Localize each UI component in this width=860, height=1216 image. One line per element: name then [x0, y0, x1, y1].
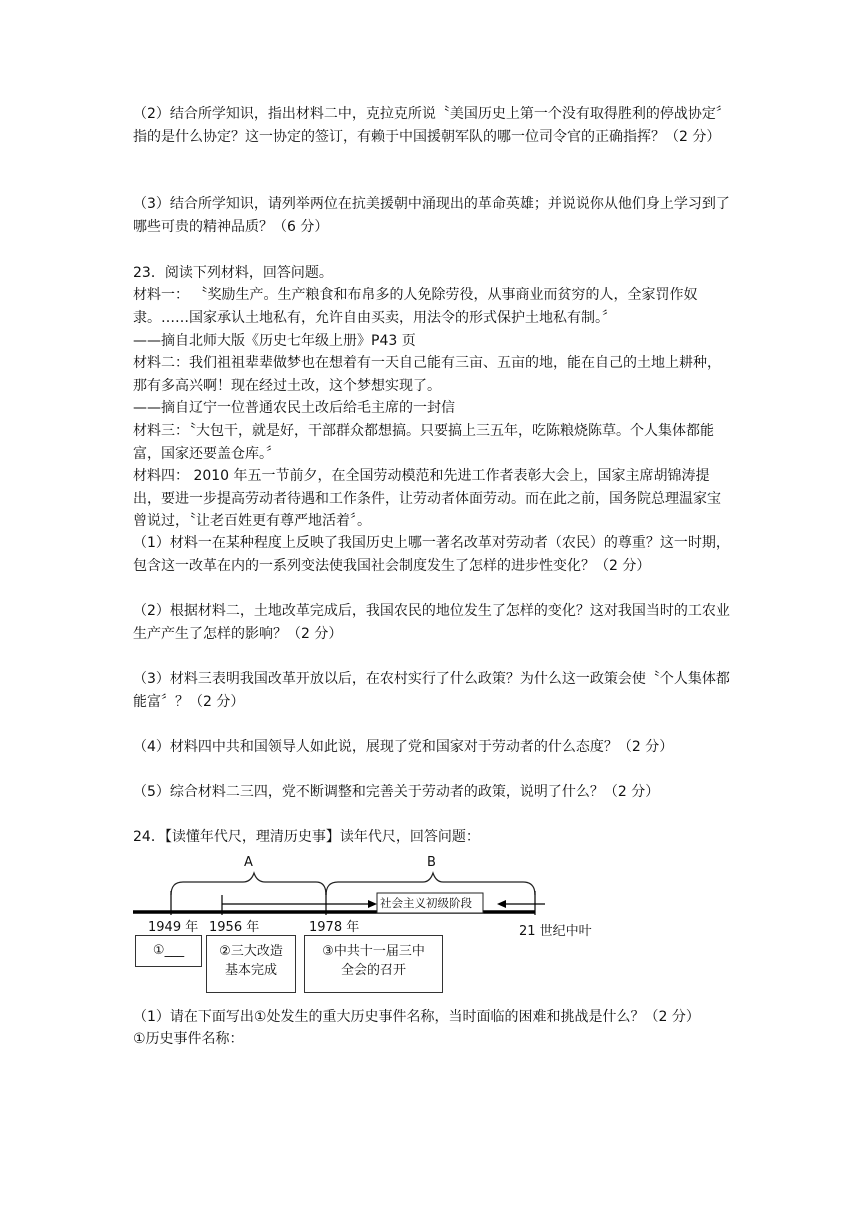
event-2-line2: 基本完成 — [224, 963, 277, 978]
event-2-line1: ②三大改造 — [219, 944, 283, 959]
q23-sub1: （1）材料一在某种程度上反映了我国历史上哪一著名改革对劳动者（农民）的尊重？这一时期，包含这一改革在内的一系列变法使我国社会制度发生了怎样的进步性变化？（2 分） — [133, 535, 730, 574]
year-1956: 1956 年 — [209, 920, 260, 935]
event-3-line2: 全会的召开 — [340, 963, 406, 978]
year-1949: 1949 年 — [148, 920, 199, 935]
q23-sub2: （2）根据材料二，土地改革完成后，我国农民的地位发生了怎样的变化？这对我国当时的工农业生产产生了怎样的影响？（2 分） — [133, 603, 730, 642]
brace-b — [326, 873, 535, 895]
q22-sub2: （2）结合所学知识，指出材料二中，克拉克所说〝美国历史上第一个没有取得胜利的停战协定〞指的是什么协定？这一协定的签订，有赖于中国援朝军队的哪一位司令官的正确指挥？（2 分） — [133, 106, 730, 145]
q23-material1: 材料一： 〝奖励生产。生产粮食和布帛多的人免除劳役，从事商业而贫穷的人，全家罚作奴隶。……国家承认土地私有，允许自由买卖，用法令的形式保护土地私有制。〞 — [133, 287, 698, 326]
q23-sub5: （5）综合材料二三四，党不断调整和完善关于劳动者的政策，说明了什么？（2 分） — [133, 784, 660, 800]
q24-sub1-answer-line: ①历史事件名称： — [133, 1031, 244, 1047]
q23-material2: 材料二：我们祖祖辈辈做梦也在想着有一天自己能有三亩、五亩的地，能在自己的土地上耕种，那有多高兴啊！现在经过土改，这个梦想实现了。 — [133, 355, 721, 394]
event-3-line1: ③中共十一届三中 — [322, 944, 425, 959]
arrowhead-left — [497, 900, 506, 908]
event-1-label: ①___ — [152, 943, 185, 958]
stage-label: 社会主义初级阶段 — [380, 896, 472, 910]
brace-a — [171, 873, 326, 895]
timeline-figure — [133, 855, 603, 1000]
q24-title: 24．【读懂年代尺，理清历史事】读年代尺，回答问题： — [133, 829, 480, 845]
q24-sub1: （1）请在下面写出①处发生的重大历史事件名称，当时面临的困难和挑战是什么？（2 分） — [133, 1009, 700, 1025]
year-1978: 1978 年 — [309, 920, 360, 935]
event-box-3 — [304, 935, 443, 993]
label-b: B — [427, 855, 436, 870]
event-box-2 — [206, 935, 296, 993]
q23-sub4: （4）材料四中共和国领导人如此说，展现了党和国家对于劳动者的什么态度？（2 分） — [133, 739, 674, 755]
q23-material3: 材料三：〝大包干，就是好，干部群众都想搞。只要搞上三五年，吃陈粮烧陈草。个人集体都能富，国家还要盖仓库。〞 — [133, 423, 714, 462]
q23-material2-source: ——摘自辽宁一位普通农民土改后给毛主席的一封信 — [133, 400, 455, 416]
q23-material4: 材料四： 2010 年五一节前夕，在全国劳动模范和先进工作者表彰大会上，国家主席胡锦涛提出，要进一步提高劳动者待遇和工作条件，让劳动者体面劳动。而在此之前，国务院总理温家宝曾说过，〝让老百姓更有尊严地活着〞。 — [133, 468, 721, 529]
event-box-1 — [135, 935, 202, 967]
label-a: A — [244, 855, 253, 870]
q22-sub3: （3）结合所学知识，请列举两位在抗美援朝中涌现出的革命英雄；并说说你从他们身上学习到了哪些可贵的精神品质？（6 分） — [133, 196, 730, 235]
q23-material1-source: ——摘自北师大版《历史七年级上册》P43 页 — [133, 333, 416, 349]
q23-sub3: （3）材料三表明我国改革开放以后，在农村实行了什么政策？为什么这一政策会使〝个人集体都能富〞？（2 分） — [133, 671, 730, 710]
arrowhead-right — [368, 900, 377, 908]
year-21c: 21 世纪中叶 — [519, 924, 592, 939]
q23-title: 23．阅读下列材料，回答问题。 — [133, 265, 333, 281]
